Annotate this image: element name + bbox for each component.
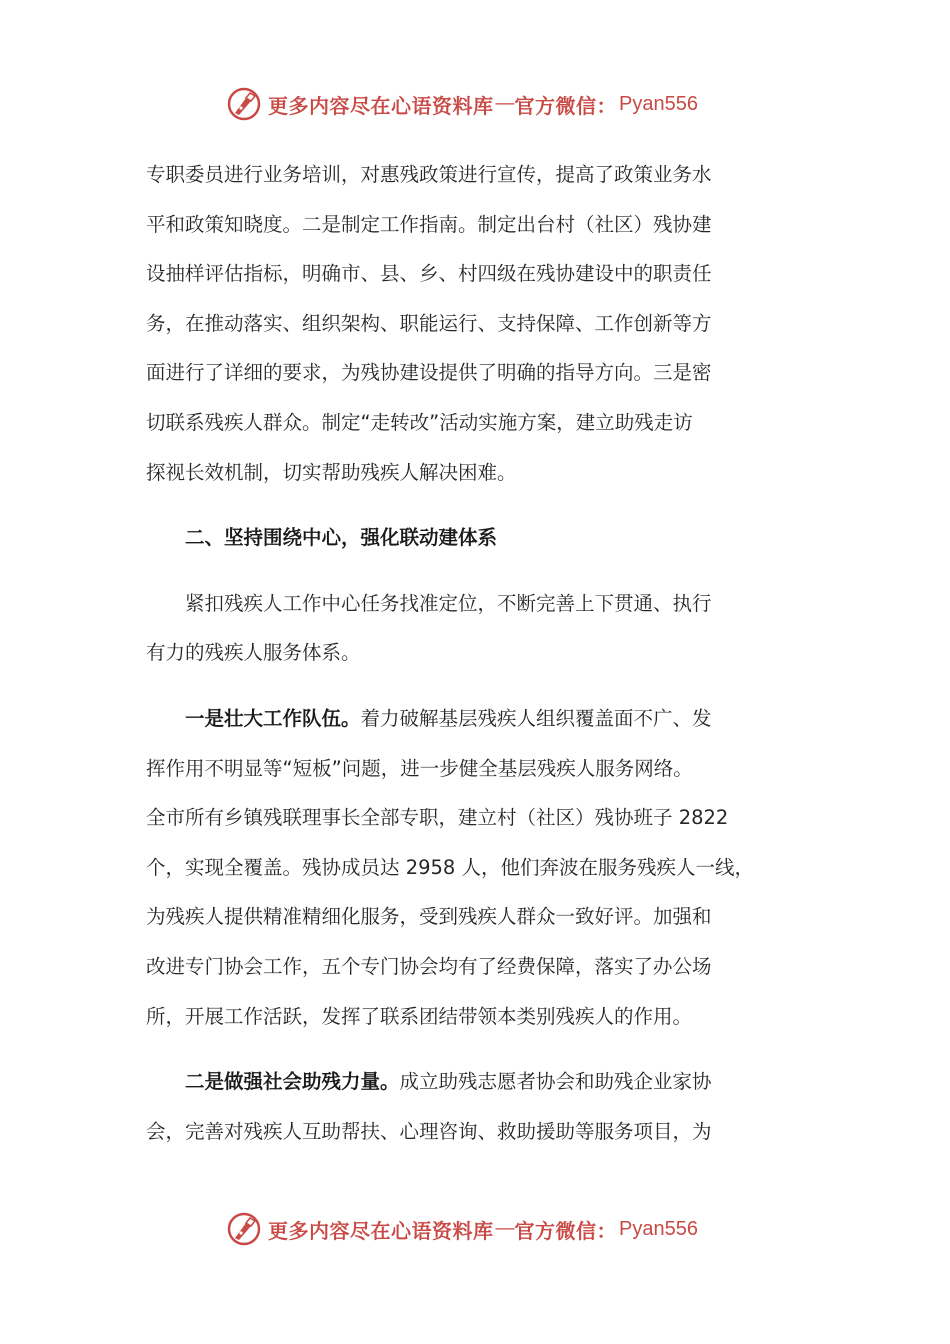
watermark-wechat-id: Pyan556 xyxy=(619,1217,698,1240)
watermark-wechat-id: Pyan556 xyxy=(619,92,698,115)
paragraph-1 xyxy=(146,150,816,497)
paragraph-2 xyxy=(146,579,816,678)
text-line-first xyxy=(146,694,816,744)
pen-nib-logo-icon xyxy=(226,1211,262,1247)
text-line: 专职委员进行业务培训，对惠残政策进行宣传，提高了政策业务水 xyxy=(146,163,712,186)
header-watermark xyxy=(226,82,698,126)
watermark-separator: — xyxy=(495,1218,515,1239)
watermark-separator: — xyxy=(495,93,515,114)
text-line: 个，实现全覆盖。残协成员达 2958 人，他们奔波在服务残疾人一线， xyxy=(146,855,755,879)
text-line: 面进行了详细的要求，为残协建设提供了明确的指导方向。三是密 xyxy=(146,361,712,385)
paragraph-lead-rest: 成立助残志愿者协会和助残企业家协 xyxy=(399,1070,712,1094)
watermark-title: 更多内容尽在心语资料库 xyxy=(268,1218,494,1243)
text-line: 挥作用不明显等“短板”问题，进一步健全基层残疾人服务网络。 xyxy=(146,756,693,780)
text-line-first xyxy=(146,1057,816,1107)
watermark-title: 更多内容尽在心语资料库 xyxy=(268,93,494,118)
text-line: 全市所有乡镇残联理事长全部专职，建立村（社区）残协班子 2822 xyxy=(146,806,729,830)
paragraph-lead-rest: 着力破解基层残疾人组织覆盖面不广、发 xyxy=(360,706,712,730)
footer-watermark xyxy=(226,1207,698,1251)
watermark-wechat-label: 官方微信： xyxy=(514,93,617,118)
text-line: 会，完善对残疾人互助帮扶、心理咨询、救助援助等服务项目，为 xyxy=(146,1119,712,1143)
document-body xyxy=(146,150,816,1156)
section-heading: 二、坚持围绕中心，强化联动建体系 xyxy=(185,526,498,550)
text-line: 紧扣残疾人工作中心任务找准定位，不断完善上下贯通、执行 xyxy=(185,591,712,615)
watermark-wechat-label: 官方微信： xyxy=(514,1218,617,1243)
paragraph-3 xyxy=(146,694,816,1041)
text-line: 改进专门协会工作，五个专门协会均有了经费保障，落实了办公场 xyxy=(146,954,712,978)
paragraph-lead: 二是做强社会助残力量。 xyxy=(185,1070,400,1094)
pen-nib-logo-icon xyxy=(226,86,262,122)
text-line: 有力的残疾人服务体系。 xyxy=(146,641,361,665)
text-line: 为残疾人提供精准精细化服务，受到残疾人群众一致好评。加强和 xyxy=(146,905,712,929)
text-line: 务，在推动落实、组织架构、职能运行、支持保障、工作创新等方 xyxy=(146,311,712,335)
text-line: 设抽样评估指标，明确市、县、乡、村四级在残协建设中的职责任 xyxy=(146,262,712,286)
text-line: 切联系残疾人群众。制定“走转改”活动实施方案，建立助残走访 xyxy=(146,410,693,434)
text-line: 探视长效机制，切实帮助残疾人解决困难。 xyxy=(146,460,517,484)
text-line: 平和政策知晓度。二是制定工作指南。制定出台村（社区）残协建 xyxy=(146,212,712,236)
paragraph-4 xyxy=(146,1057,816,1156)
paragraph-lead: 一是壮大工作队伍。 xyxy=(185,706,361,730)
text-line: 所，开展工作活跃，发挥了联系团结带领本类别残疾人的作用。 xyxy=(146,1004,693,1028)
